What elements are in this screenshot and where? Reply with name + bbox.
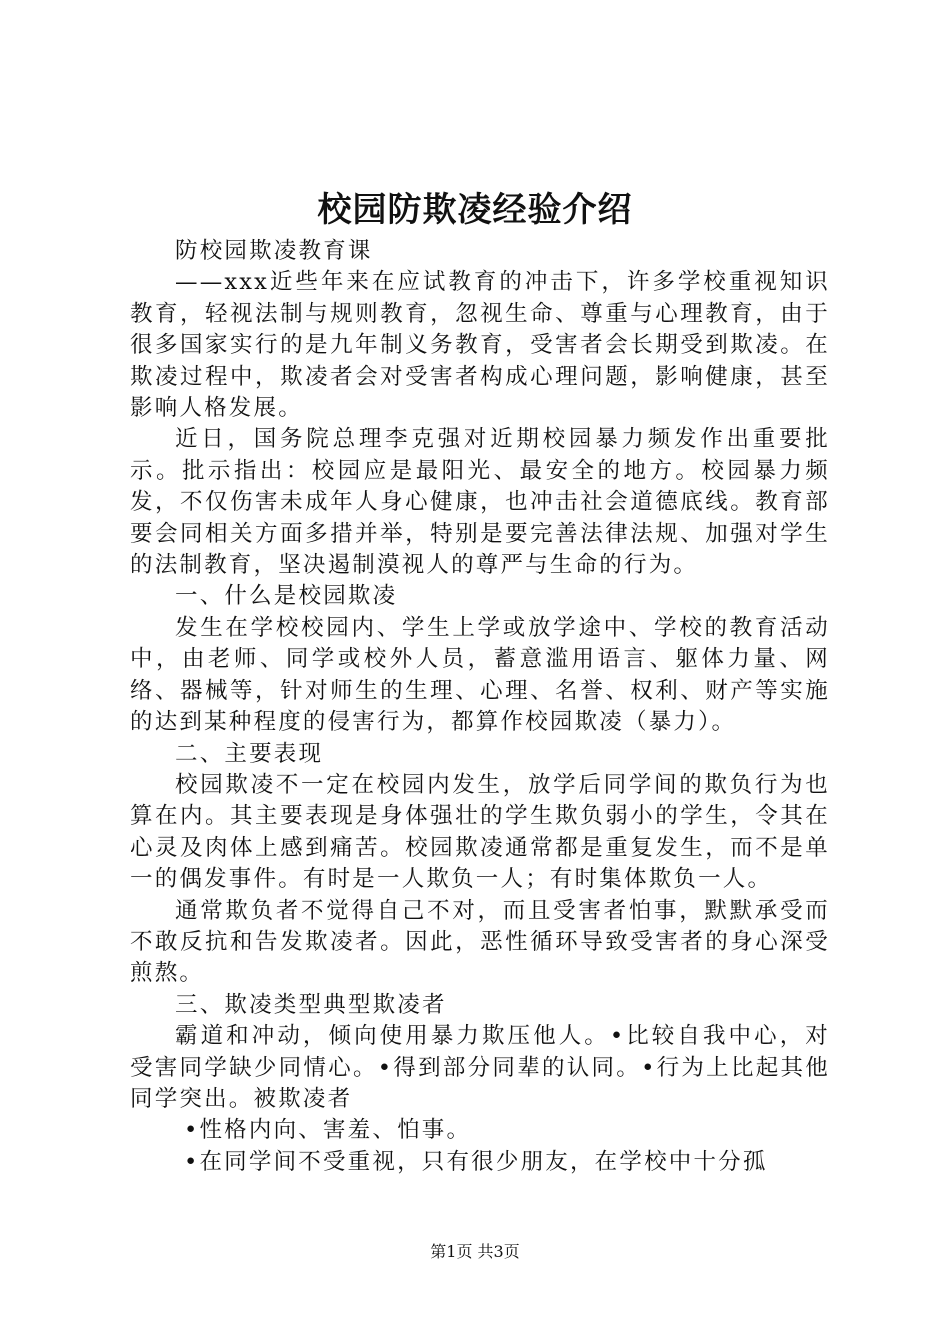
paragraph-bully-traits: 霸道和冲动，倾向使用暴力欺压他人。•比较自我中心，对受害同学缺少同情心。•得到部分同辈的认同。•行为上比起其他同学突出。被欺凌者 — [130, 1023, 830, 1112]
section-heading-definition: 一、什么是校园欺凌 — [175, 583, 398, 610]
paragraph-victims-silence: 通常欺负者不觉得自己不对，而且受害者怕事，默默承受而不敢反抗和告发欺凌者。因此，恶性循环导致受害者的身心深受煎熬。 — [130, 897, 830, 987]
page-footer: 第1页 共3页 — [430, 1242, 520, 1261]
bullet-item-isolated: •在同学间不受重视，只有很少朋友，在学校中十分孤 — [184, 1148, 768, 1175]
paragraph-definition: 发生在学校校园内、学生上学或放学途中、学校的教育活动中，由老师、同学或校外人员，蓄意滥用语言、躯体力量、网络、器械等，针对师生的生理、心理、名誉、权利、财产等实施的达到某种程度的侵害行为，都算作校园欺凌（暴力）。 — [130, 614, 830, 736]
bullet-item-introverted: •性格内向、害羞、怕事。 — [184, 1117, 472, 1144]
document-body — [130, 236, 830, 1178]
section-heading-types: 三、欺凌类型典型欺凌者 — [175, 991, 447, 1018]
document-title: 校园防欺凌经验介绍 — [317, 190, 633, 230]
section-heading-manifestations: 二、主要表现 — [175, 740, 324, 767]
paragraph-intro: ——xxx近些年来在应试教育的冲击下，许多学校重视知识教育，轻视法制与规则教育，忽视生命、尊重与心理教育，由于很多国家实行的是九年制义务教育，受害者会长期受到欺凌。在欺凌过程中，欺凌者会对受害者构成心理问题，影响健康，甚至影响人格发展。 — [130, 269, 830, 422]
paragraph-course-name: 防校园欺凌教育课 — [175, 238, 373, 264]
paragraph-premier-instruction: 近日，国务院总理李克强对近期校园暴力频发作出重要批示。批示指出：校园应是最阳光、最安全的地方。校园暴力频发，不仅伤害未成年人身心健康，也冲击社会道德底线。教育部要会同相关方面多措并举，特别是要完善法律法规、加强对学生的法制教育，坚决遏制漠视人的尊严与生命的行为。 — [130, 426, 830, 579]
paragraph-manifestations: 校园欺凌不一定在校园内发生，放学后同学间的欺负行为也算在内。其主要表现是身体强壮的学生欺负弱小的学生，令其在心灵及肉体上感到痛苦。校园欺凌通常都是重复发生，而不是单一的偶发事件。有时是一人欺负一人；有时集体欺负一人。 — [130, 771, 830, 893]
